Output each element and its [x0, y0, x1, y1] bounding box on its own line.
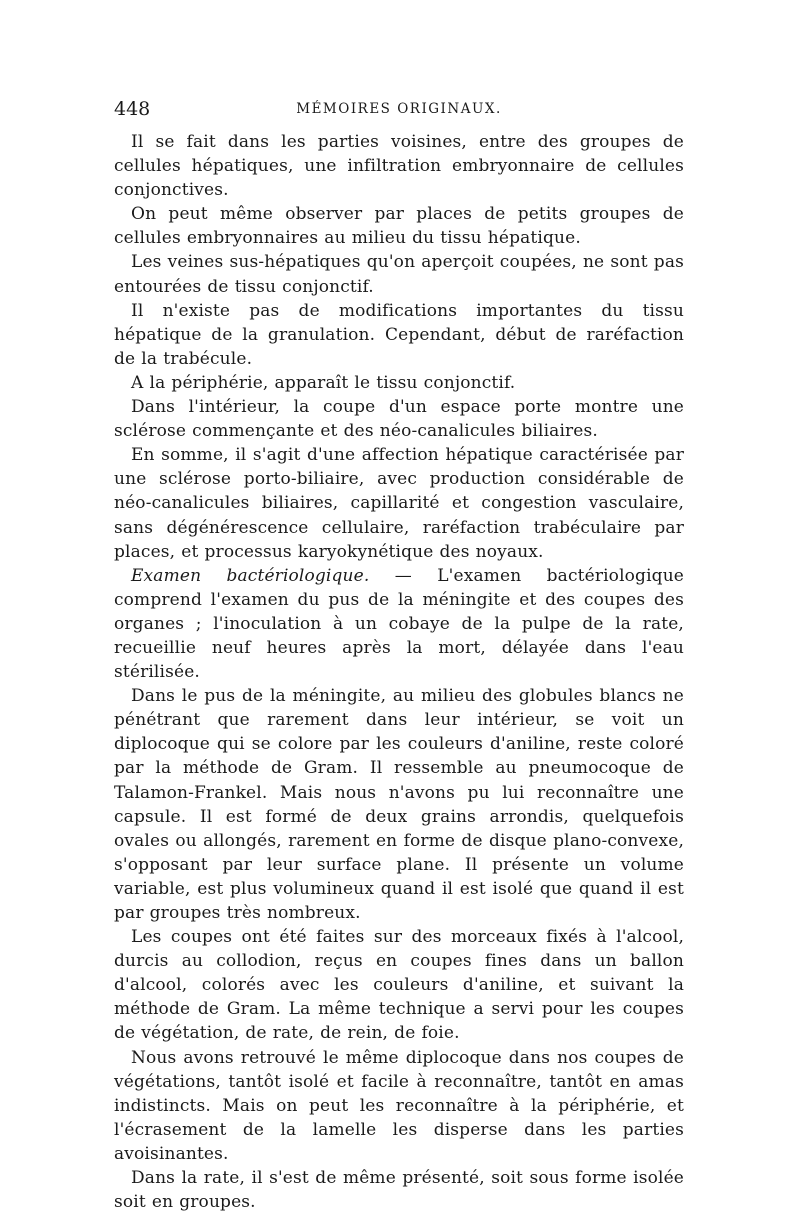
paragraph: Dans le pus de la méningite, au milieu des globules blancs ne pénétrant que rarement dans leur intérieur, se voit un diplocoque qui se colore par les couleurs d'aniline, reste coloré par la méthode de Gram. Il ressemble au pneumocoque de Talamon-Frankel. Mais nous n'avons pu lui reconnaître une capsule. Il est formé de deux grains arrondis, quelquefois ovales ou allongés, rarement en forme de disque plano-convexe, s'opposant par leur surface plane. Il présente un volume variable, est plus volumineux quand il est isolé que quand il est par groupes très nombreux. [114, 686, 684, 923]
body-text [114, 130, 684, 1214]
paragraph: Dans la rate, il s'est de même présenté, soit sous forme isolée soit en groupes. [114, 1168, 684, 1213]
running-title: MÉMOIRES ORIGINAUX. [296, 101, 502, 117]
paragraph: On peut même observer par places de petits groupes de cellules embryonnaires au milieu du tissu hépatique. [114, 204, 684, 249]
paragraph: En somme, il s'agit d'une affection hépatique caractérisée par une sclérose porto-biliaire, avec production considérable de néo-canalicules biliaires, capillarité et congestion vasculaire, sans dégénérescence cellulaire, raréfaction trabéculaire par places, et processus karyokynétique des noyaux. [114, 445, 684, 562]
page-number: 448 [114, 98, 151, 120]
paragraph-bacteriology [114, 564, 684, 684]
paragraph: Dans l'intérieur, la coupe d'un espace porte montre une sclérose commençante et des néo-canalicules biliaires. [114, 397, 684, 442]
paragraph: Il n'existe pas de modifications importantes du tissu hépatique de la granulation. Cependant, début de raréfaction de la trabécule. [114, 300, 684, 369]
running-head [114, 96, 684, 122]
paragraph-text: — L'examen bactériologique comprend l'examen du pus de la méningite et des coupes des organes ; l'inoculation à un cobaye de la pulpe de la rate, recueillie neuf heures après la mort, délayée dans l'eau stérilisée. [114, 565, 685, 683]
paragraph: Nous avons retrouvé le même diplocoque dans nos coupes de végétations, tantôt isolé et facile à reconnaître, tantôt en amas indistincts. Mais on peut les reconnaître à la périphérie, et l'écrasement de la lamelle les disperse dans les parties avoisinantes. [114, 1047, 684, 1164]
paragraph: Il se fait dans les parties voisines, entre des groupes de cellules hépatiques, une infiltration embryonnaire de cellules conjonctives. [114, 132, 684, 201]
section-lead: Examen bactériologique. [131, 565, 370, 586]
paragraph: Les veines sus-hépatiques qu'on aperçoit coupées, ne sont pas entourées de tissu conjonctif. [114, 252, 684, 297]
paragraph: Les coupes ont été faites sur des morceaux fixés à l'alcool, durcis au collodion, reçus en coupes fines dans un ballon d'alcool, colorés avec les couleurs d'aniline, et suivant la méthode de Gram. La même technique a servi pour les coupes de végétation, de rate, de rein, de foie. [114, 927, 684, 1044]
paragraph: A la périphérie, apparaît le tissu conjonctif. [131, 372, 516, 393]
